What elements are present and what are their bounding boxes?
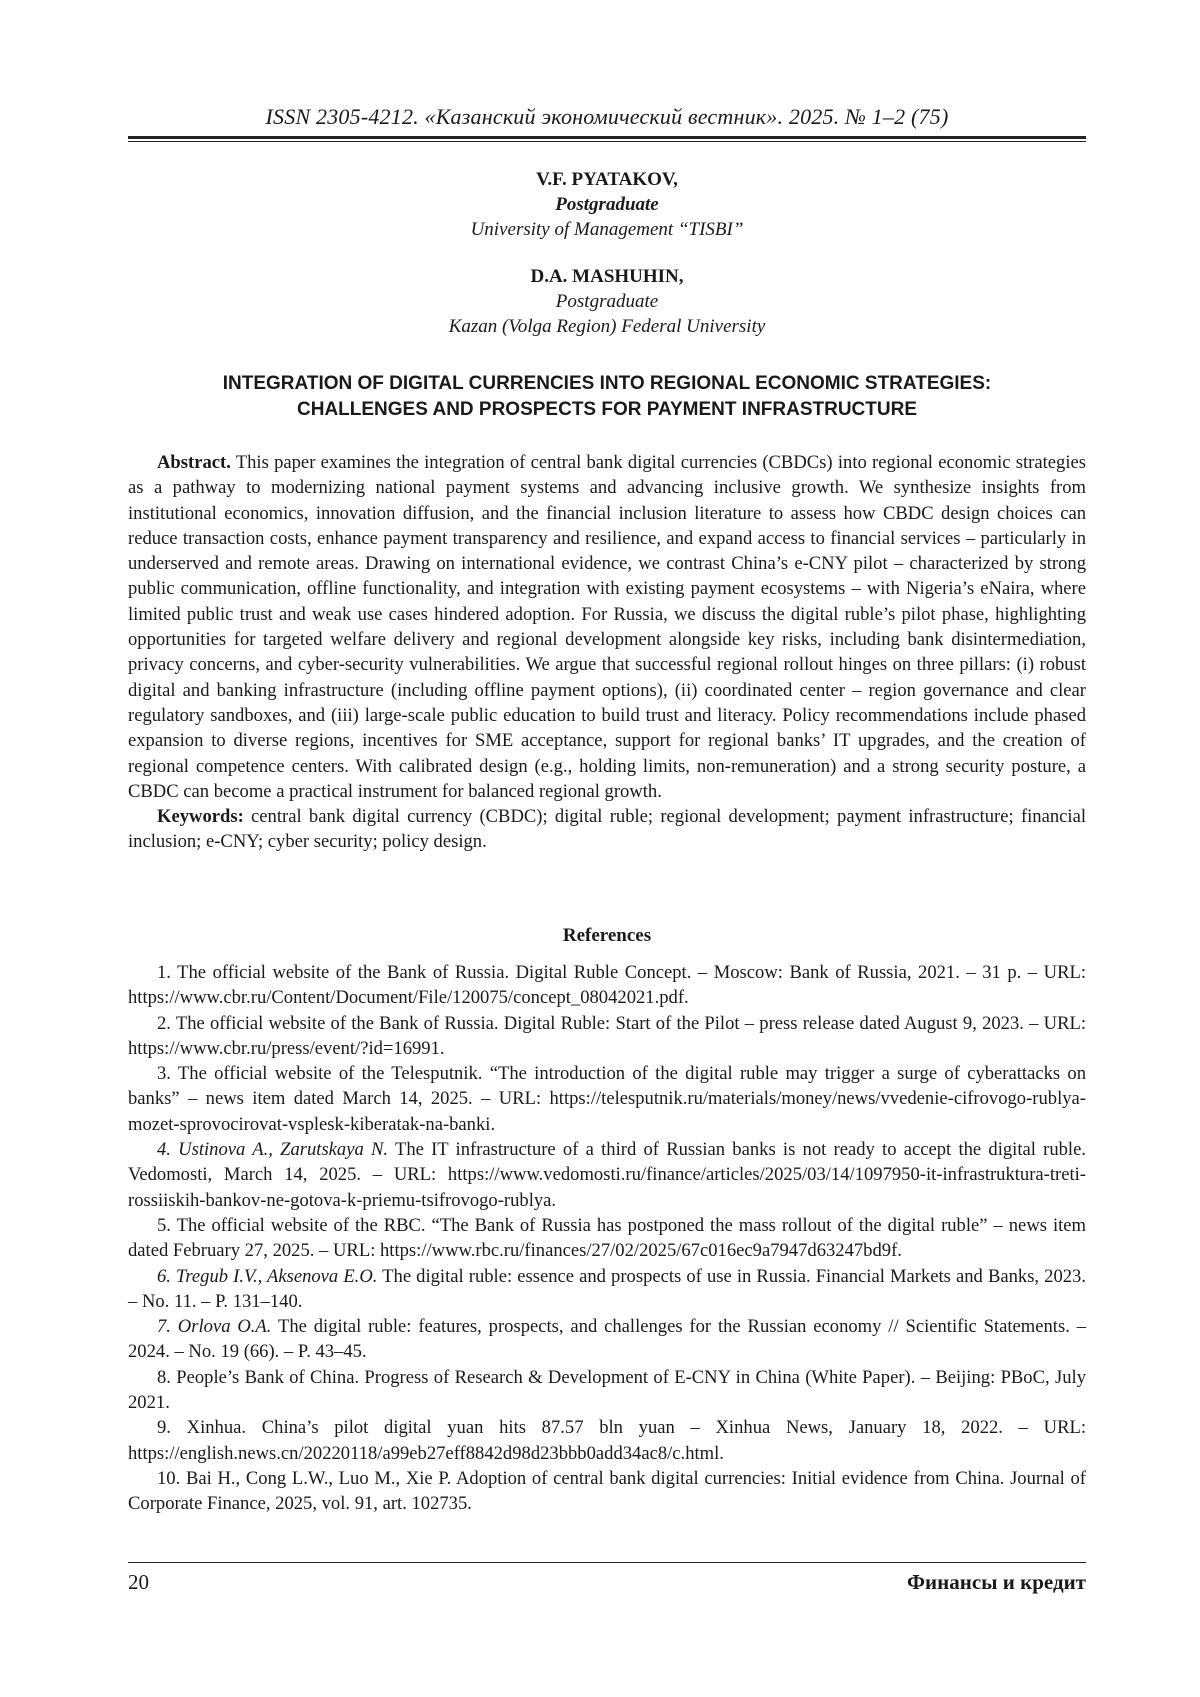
author-position: Postgraduate — [555, 194, 659, 215]
article-title — [128, 371, 1086, 423]
reference-item: 9. Xinhua. China’s pilot digital yuan hits 87.57 bln yuan – Xinhua News, January 18, 2022. – URL: https://english.news.cn/20220118/a99eb27eff8842d98d23bbb0add34ac8/c.html. — [128, 1417, 1086, 1464]
footer-rule — [128, 1562, 1086, 1563]
reference-item: 1. The official website of the Bank of Russia. Digital Ruble Concept. – Moscow: Bank of Russia, 2021. – 31 p. – URL: https://www.cbr.ru/Content/Document/File/120075/concept_08042021.pdf. — [128, 962, 1086, 1009]
reference-item: 2. The official website of the Bank of Russia. Digital Ruble: Start of the Pilot – press release dated August 9, 2023. – URL: https://www.cbr.ru/press/event/?id=16991. — [128, 1012, 1086, 1059]
author-block — [128, 167, 1086, 339]
author-affiliation: University of Management “TISBI” — [470, 219, 744, 240]
keywords-text: central bank digital currency (CBDC); digital ruble; regional development; payment infrastructure; financial inclusion; e-CNY; cyber security; policy design. — [128, 806, 1086, 853]
reference-item: 3. The official website of the Telesputnik. “The introduction of the digital ruble may trigger a surge of cyberattacks on banks” – news item dated March 14, 2025. – URL: https://telesputnik.ru/materials/money/news/vvedenie-cifrovogo-rublya-mozet-sprovocirovat-vsplesk-kiberatak-na-banki. — [128, 1063, 1086, 1135]
reference-item: 6. Tregub I.V., Aksenova E.O. The digital ruble: essence and prospects of use in Russia. Financial Markets and Banks, 2023. – No. 11. – P. 131–140. — [128, 1265, 1086, 1312]
author-name: V.F. PYATAKOV, — [536, 169, 678, 190]
reference-item: 5. The official website of the RBC. “The Bank of Russia has postponed the mass rollout of the digital ruble” – news item dated February 27, 2025. – URL: https://www.rbc.ru/finances/27/02/2025/67c016ec9a7947d63247bd9f. — [128, 1214, 1086, 1262]
abstract-label: Abstract. — [157, 452, 231, 473]
reference-item: 8. People’s Bank of China. Progress of Research & Development of E-CNY in China (White Paper). – Beijing: PBoC, July 2021. — [128, 1366, 1086, 1414]
title-line-1: INTEGRATION OF DIGITAL CURRENCIES INTO REGIONAL ECONOMIC STRATEGIES: — [222, 373, 992, 394]
abstract-text: This paper examines the integration of central bank digital currencies (CBDCs) into regional economic strategies as a pathway to modernizing national payment systems and advancing inclusive growth. We synthesize insights from institutional economics, innovation diffusion, and the financial inclusion literature to assess how CBDC design choices can reduce transaction costs, enhance payment transparency and resilience, and expand access to financial services – particularly in underserved and remote areas. Drawing on international evidence, we contrast China’s e-CNY pilot – characterized by strong public communication, offline functionality, and integration with existing payment ecosystems – with Nigeria’s eNaira, where limited public trust and weak use cases hindered adoption. For Russia, we discuss the digital ruble’s pilot phase, highlighting opportunities for targeted welfare delivery and regional development alongside key risks, including bank disintermediation, privacy concerns, and cyber-security vulnerabilities. We argue that successful regional rollout hinges on three pillars: (i) robust digital and banking infrastructure (including offline payment options), (ii) coordinated center – region governance and clear regulatory sandboxes, and (iii) large-scale public education to build trust and literacy. Policy recommendations include phased expansion to diverse regions, incentives for SME acceptance, support for regional banks’ IT upgrades, and the creation of regional competence centers. With calibrated design (e.g., holding limits, non-remuneration) and a strong security posture, a CBDC can become a practical instrument for balanced regional growth. — [128, 452, 1086, 802]
author-name: D.A. MASHUHIN, — [530, 266, 684, 287]
running-header: ISSN 2305-4212. «Казанский экономический вестник». 2025. № 1–2 (75) — [265, 104, 949, 129]
section-name: Финансы и кредит — [906, 1570, 1086, 1594]
reference-item: 10. Bai H., Cong L.W., Luo M., Xie P. Adoption of central bank digital currencies: Initial evidence from China. Journal of Corporate Finance, 2025, vol. 91, art. 102735. — [128, 1467, 1086, 1515]
author-affiliation: Kazan (Volga Region) Federal University — [448, 316, 766, 337]
abstract-paragraph — [128, 450, 1086, 804]
references-heading: References — [562, 925, 652, 946]
header-rule-thick — [128, 136, 1086, 139]
reference-item: 4. Ustinova A., Zarutskaya N. The IT infrastructure of a third of Russian banks is not ready to accept the digital ruble. Vedomosti, March 14, 2025. – URL: https://www.vedomosti.ru/finance/articles/2025/03/14/1097950-it-infrastruktura-treti-rossiiskih-bankov-ne-gotova-k-priemu-tsifrovogo-rublya. — [128, 1139, 1086, 1211]
abstract-section — [128, 450, 1086, 855]
author-position: Postgraduate — [555, 291, 659, 312]
page-number: 20 — [128, 1570, 149, 1594]
reference-item: 7. Orlova O.A. The digital ruble: features, prospects, and challenges for the Russian economy // Scientific Statements. – 2024. – No. 19 (66). – P. 43–45. — [128, 1316, 1086, 1363]
keywords-label: Keywords: — [157, 806, 244, 828]
title-line-2: CHALLENGES AND PROSPECTS FOR PAYMENT INFRASTRUCTURE — [297, 399, 917, 420]
keywords-paragraph — [128, 804, 1086, 855]
header-rule-thin — [128, 141, 1086, 142]
references-list — [128, 960, 1086, 1517]
